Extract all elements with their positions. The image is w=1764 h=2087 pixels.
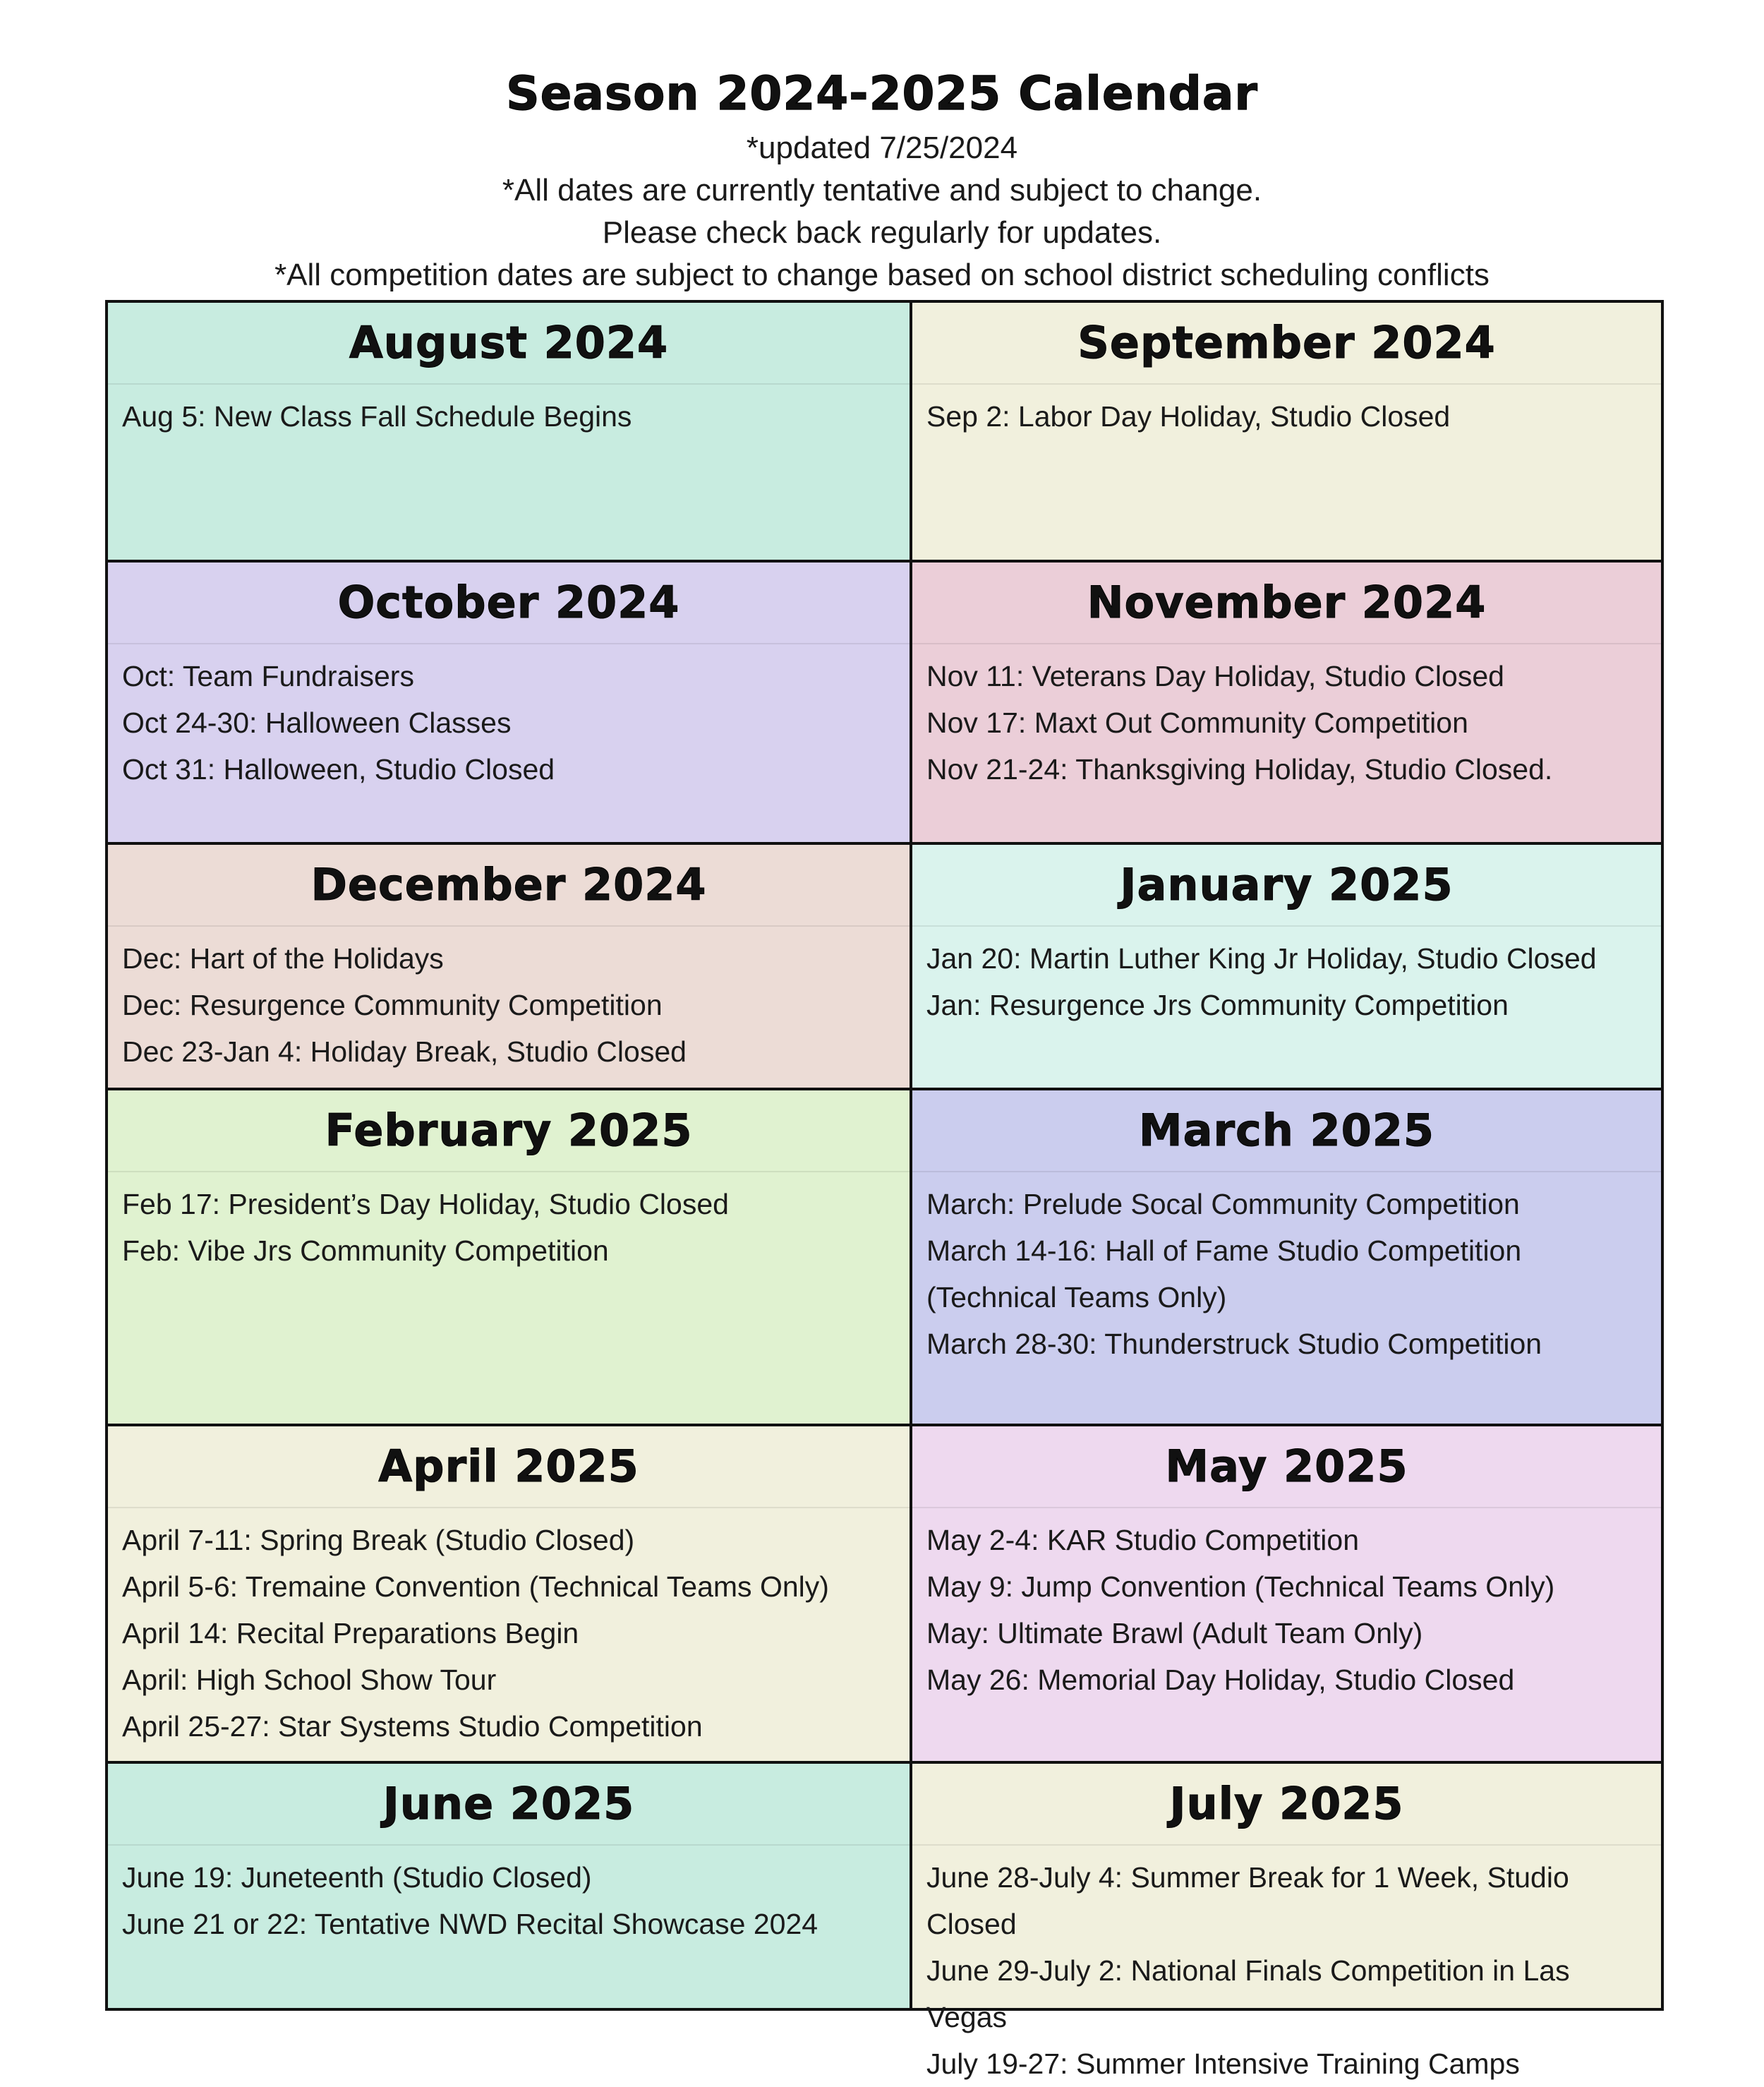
event-list	[926, 393, 1651, 440]
competition-note: *All competition dates are subject to change based on school district scheduling conflicts	[274, 258, 1490, 292]
row-divider	[108, 1088, 1661, 1090]
event-item: Aug 5: New Class Fall Schedule Begins	[122, 400, 632, 433]
row-divider	[108, 842, 1661, 845]
month-block	[912, 303, 1661, 560]
event-item: March 28-30: Thunderstruck Studio Competition	[926, 1328, 1542, 1360]
event-item: Feb 17: President’s Day Holiday, Studio Closed	[122, 1188, 729, 1220]
event-item: Oct: Team Fundraisers	[122, 660, 414, 692]
page-header	[0, 0, 1764, 300]
event-list	[926, 1181, 1651, 1367]
event-item: April 25-27: Star Systems Studio Competition	[122, 1710, 703, 1743]
month-title: December 2024	[108, 845, 910, 927]
event-item: April 5-6: Tremaine Convention (Technical Teams Only)	[122, 1570, 829, 1603]
event-list	[926, 653, 1651, 793]
event-list	[122, 935, 900, 1075]
event-item: July 19-27: Summer Intensive Training Camps	[926, 2047, 1520, 2080]
month-title: October 2024	[108, 563, 910, 644]
event-item: Nov 17: Maxt Out Community Competition	[926, 706, 1468, 739]
event-list	[926, 1854, 1651, 2087]
event-item: Nov 21-24: Thanksgiving Holiday, Studio Closed.	[926, 753, 1553, 786]
month-title: January 2025	[912, 845, 1661, 927]
event-item: Oct 31: Halloween, Studio Closed	[122, 753, 555, 786]
tentative-note: *All dates are currently tentative and subject to change.	[502, 173, 1262, 208]
month-block	[108, 845, 910, 1088]
month-title: February 2025	[108, 1090, 910, 1172]
event-list	[122, 1854, 900, 1947]
event-item: May 26: Memorial Day Holiday, Studio Closed	[926, 1664, 1515, 1696]
event-item: April 7-11: Spring Break (Studio Closed)	[122, 1524, 635, 1556]
row-divider	[108, 560, 1661, 563]
row-divider	[108, 1424, 1661, 1426]
month-block	[108, 303, 910, 560]
event-list	[122, 653, 900, 793]
event-list	[122, 1181, 900, 1274]
event-item: Sep 2: Labor Day Holiday, Studio Closed	[926, 400, 1451, 433]
page-title: Season 2024-2025 Calendar	[506, 66, 1258, 121]
month-block	[912, 1090, 1661, 1424]
update-note: *updated 7/25/2024	[746, 131, 1018, 165]
event-item: June 28-July 4: Summer Break for 1 Week, Studio Closed	[926, 1861, 1569, 1940]
event-item: Oct 24-30: Halloween Classes	[122, 706, 512, 739]
event-item: Jan 20: Martin Luther King Jr Holiday, Studio Closed	[926, 942, 1597, 975]
event-list	[122, 1517, 900, 1750]
event-list	[122, 393, 900, 440]
month-title: August 2024	[108, 303, 910, 385]
event-item: Dec: Resurgence Community Competition	[122, 989, 663, 1021]
event-item: May 2-4: KAR Studio Competition	[926, 1524, 1359, 1556]
month-block	[912, 845, 1661, 1088]
month-block	[912, 563, 1661, 842]
event-list	[926, 1517, 1651, 1703]
event-item: Feb: Vibe Jrs Community Competition	[122, 1234, 609, 1267]
month-block	[912, 1764, 1661, 2080]
month-block	[912, 1426, 1661, 1761]
row-divider	[108, 1761, 1661, 1764]
month-block	[108, 1090, 910, 1424]
month-title: June 2025	[108, 1764, 910, 1846]
event-item: June 29-July 2: National Finals Competition in Las Vegas	[926, 1954, 1570, 2033]
event-item: May 9: Jump Convention (Technical Teams Only)	[926, 1570, 1555, 1603]
month-block	[108, 563, 910, 842]
event-item: Jan: Resurgence Jrs Community Competition	[926, 989, 1509, 1021]
month-title: July 2025	[912, 1764, 1661, 1846]
event-item: March: Prelude Socal Community Competition	[926, 1188, 1520, 1220]
check-back-note: Please check back regularly for updates.	[602, 215, 1162, 250]
month-title: March 2025	[912, 1090, 1661, 1172]
event-item: March 14-16: Hall of Fame Studio Competition (Technical Teams Only)	[926, 1234, 1522, 1313]
month-block	[108, 1426, 910, 1761]
month-title: April 2025	[108, 1426, 910, 1508]
month-title: November 2024	[912, 563, 1661, 644]
month-title: May 2025	[912, 1426, 1661, 1508]
event-item: Nov 11: Veterans Day Holiday, Studio Closed	[926, 660, 1504, 692]
event-item: April 14: Recital Preparations Begin	[122, 1617, 579, 1649]
event-item: May: Ultimate Brawl (Adult Team Only)	[926, 1617, 1423, 1649]
event-item: Dec: Hart of the Holidays	[122, 942, 444, 975]
calendar-grid	[105, 300, 1664, 2080]
month-block	[108, 1764, 910, 2008]
event-item: June 19: Juneteenth (Studio Closed)	[122, 1861, 592, 1894]
event-item: April: High School Show Tour	[122, 1664, 497, 1696]
event-item: June 21 or 22: Tentative NWD Recital Showcase 2024	[122, 1908, 818, 1940]
column-divider	[910, 303, 912, 2008]
event-item: Dec 23-Jan 4: Holiday Break, Studio Closed	[122, 1035, 687, 1068]
header-notes	[0, 127, 1764, 296]
month-title: September 2024	[912, 303, 1661, 385]
event-list	[926, 935, 1651, 1028]
